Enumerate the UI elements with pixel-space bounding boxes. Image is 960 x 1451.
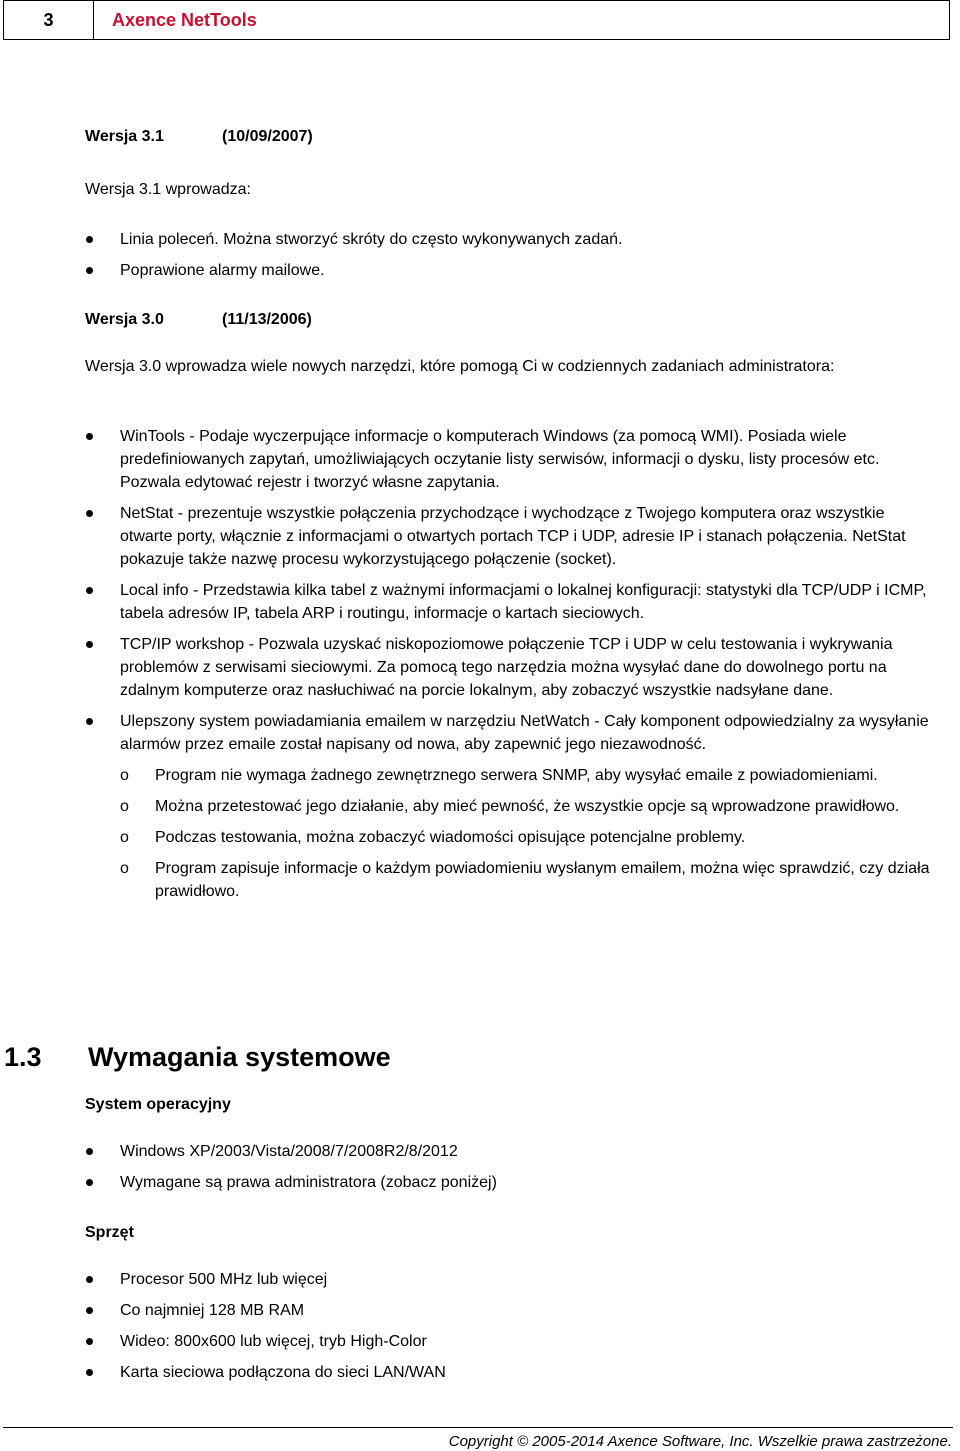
list-item (85, 1171, 935, 1194)
list-item (85, 1361, 935, 1384)
list-item (85, 425, 935, 494)
header-title: Axence NetTools (94, 0, 950, 40)
bullet-icon (86, 641, 93, 648)
circle-bullet-icon: o (120, 798, 129, 815)
list-item (85, 1330, 935, 1353)
bullet-icon (86, 1369, 93, 1376)
hardware-heading: Sprzęt (85, 1224, 134, 1241)
os-list (85, 1140, 935, 1202)
version-31-heading (85, 128, 313, 146)
list-item-text: WinTools - Podaje wyczerpujące informacje o komputerach Windows (za pomocą WMI). Posiada wiele predefiniowanych zapytań, umożliwiających oczytanie listy serwisów, informacji o dysku, listy procesów etc. Pozwala edytować rejestr i tworzyć własne zapytania. (120, 428, 880, 491)
section-title: Wymagania systemowe (88, 1042, 391, 1072)
section-heading (4, 1042, 391, 1073)
sub-list-item (120, 857, 935, 903)
list-item-text: TCP/IP workshop - Pozwala uzyskać niskopoziomowe połączenie TCP i UDP w celu testowania i wykrywania problemów z serwisami sieciowymi. Za pomocą tego narzędzia można wysyłać dane do dowolnego portu na zdalnym komputerze oraz nasłuchiwać na porcie lokalnym, aby zobaczyć wszystkie nadsyłane dane. (120, 636, 893, 699)
list-item-text: NetStat - prezentuje wszystkie połączenia przychodzące i wychodzące z Twojego komputera oraz wszystkie otwarte porty, włącznie z informacjami o otwartych portach TCP i UDP, adresie IP i stanach połączenia. NetStat pokazuje także nazwę procesu wykorzystującego połączenie (socket). (120, 505, 906, 568)
sub-item-text: Program zapisuje informacje o każdym powiadomieniu wysłanym emailem, można więc sprawdzić, czy działa prawidłowo. (155, 860, 930, 900)
sub-item-text: Można przetestować jego działanie, aby mieć pewność, że wszystkie opcje są wprowadzone prawidłowo. (155, 798, 900, 815)
list-item (85, 1268, 935, 1291)
version-30-list (85, 425, 935, 911)
list-item (85, 633, 935, 702)
version-label: Wersja 3.1 (85, 128, 164, 145)
version-30-heading (85, 311, 312, 329)
list-item-text: Ulepszony system powiadamiania emailem w narzędziu NetWatch - Cały komponent odpowiedzialny za wysyłanie alarmów przez emaile został napisany od nowa, aby zapewnić jego niezawodność. (120, 713, 929, 753)
section-number: 1.3 (4, 1042, 42, 1072)
list-item-text: Karta sieciowa podłączona do sieci LAN/WAN (120, 1364, 446, 1381)
bullet-icon (86, 1276, 93, 1283)
sub-list-item (120, 764, 935, 787)
bullet-icon (86, 587, 93, 594)
circle-bullet-icon: o (120, 860, 129, 877)
sub-item-text: Podczas testowania, można zobaczyć wiadomości opisujące potencjalne problemy. (155, 829, 746, 846)
os-heading: System operacyjny (85, 1096, 231, 1113)
list-item-text: Wideo: 800x600 lub więcej, tryb High-Color (120, 1333, 427, 1350)
footer-divider (3, 1427, 953, 1428)
circle-bullet-icon: o (120, 829, 129, 846)
bullet-icon (86, 1307, 93, 1314)
circle-bullet-icon: o (120, 767, 129, 784)
list-item (85, 502, 935, 571)
version-30-intro: Wersja 3.0 wprowadza wiele nowych narzędzi, które pomogą Ci w codziennych zadaniach administratora: (85, 358, 835, 375)
bullet-icon (86, 510, 93, 517)
list-item-text: Procesor 500 MHz lub więcej (120, 1271, 328, 1288)
sub-list-item (120, 826, 935, 849)
bullet-icon (86, 1148, 93, 1155)
list-item (85, 1299, 935, 1322)
bullet-icon (86, 1179, 93, 1186)
bullet-icon (86, 267, 93, 274)
list-item-text: Windows XP/2003/Vista/2008/7/2008R2/8/2012 (120, 1143, 458, 1160)
list-item-text: Wymagane są prawa administratora (zobacz poniżej) (120, 1174, 497, 1191)
list-item (85, 1140, 935, 1163)
bullet-icon (86, 1338, 93, 1345)
sub-item-text: Program nie wymaga żadnego zewnętrznego serwera SNMP, aby wysyłać emaile z powiadomieniami. (155, 767, 878, 784)
list-item-text: Co najmniej 128 MB RAM (120, 1302, 305, 1319)
bullet-icon (86, 236, 93, 243)
version-31-list (85, 228, 935, 290)
version-31-intro: Wersja 3.1 wprowadza: (85, 181, 251, 198)
sub-list (120, 764, 935, 903)
list-item (85, 259, 935, 282)
list-item (85, 579, 935, 625)
bullet-icon (86, 718, 93, 725)
list-item (85, 228, 935, 251)
page-header (3, 0, 950, 40)
page-number: 3 (3, 0, 94, 40)
version-date: (10/09/2007) (222, 128, 313, 145)
list-item-text: Local info - Przedstawia kilka tabel z ważnymi informacjami o lokalnej konfiguracji: statystyki dla TCP/UDP i ICMP, tabela adresów IP, tabela ARP i routingu, informacje o kartach sieciowych. (120, 582, 927, 622)
footer-copyright: Copyright © 2005-2014 Axence Software, Inc. Wszelkie prawa zastrzeżone. (448, 1433, 952, 1450)
list-item-text: Poprawione alarmy mailowe. (120, 262, 325, 279)
list-item-text: Linia poleceń. Można stworzyć skróty do często wykonywanych zadań. (120, 231, 623, 248)
hardware-list (85, 1268, 935, 1392)
version-label: Wersja 3.0 (85, 311, 164, 328)
bullet-icon (86, 433, 93, 440)
list-item (85, 710, 935, 903)
sub-list-item (120, 795, 935, 818)
version-date: (11/13/2006) (222, 311, 312, 328)
